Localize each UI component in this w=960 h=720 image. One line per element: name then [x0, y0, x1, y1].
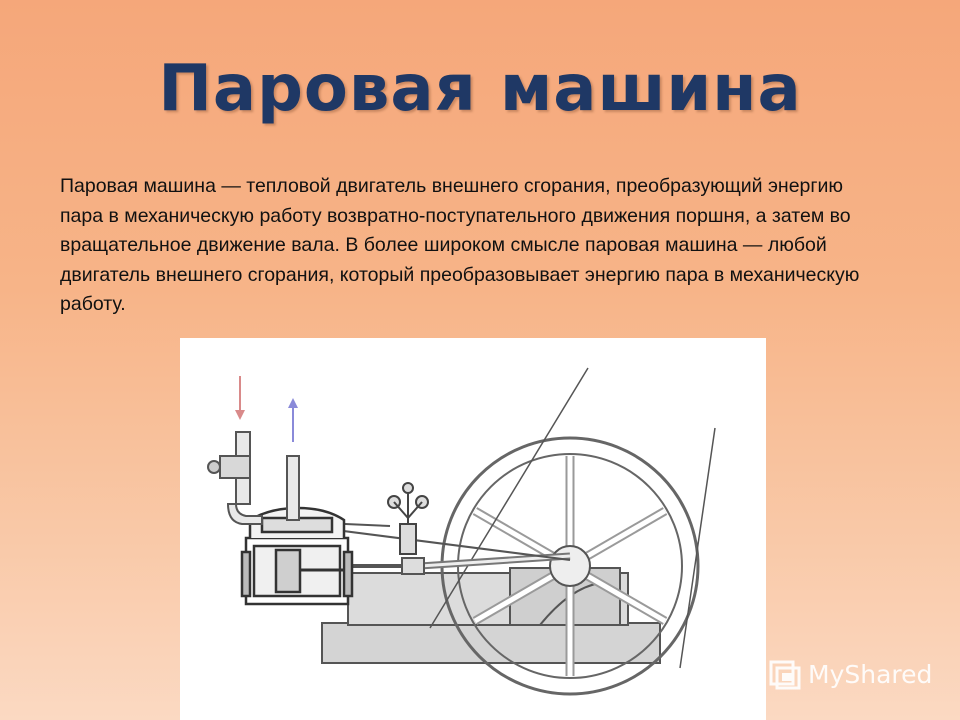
watermark-text: MyShared	[808, 659, 933, 689]
steam-in-arrow-icon	[235, 376, 245, 420]
crank-wheel	[550, 546, 590, 586]
myshared-logo-icon	[768, 657, 802, 691]
exhaust-pipe	[287, 456, 299, 520]
slide-title: Паровая машина	[158, 52, 802, 126]
engine-base	[322, 623, 660, 663]
myshared-watermark	[768, 656, 932, 692]
steam-out-arrow-icon	[288, 398, 298, 442]
slide-body-text: Паровая машина — тепловой двигатель внешнего сгорания, преобразующий энергию пара в механическую работу возвратно-поступательного движения поршня, а затем во вращательное движение вала. В более широком смысле паровая машина — любой двигатель внешнего сгорания, который преобразовывает энергию пара в механическую работу.	[60, 175, 860, 315]
governor	[388, 483, 428, 554]
steam-engine-illustration	[180, 338, 766, 720]
steam-inlet-pipe	[208, 432, 262, 524]
